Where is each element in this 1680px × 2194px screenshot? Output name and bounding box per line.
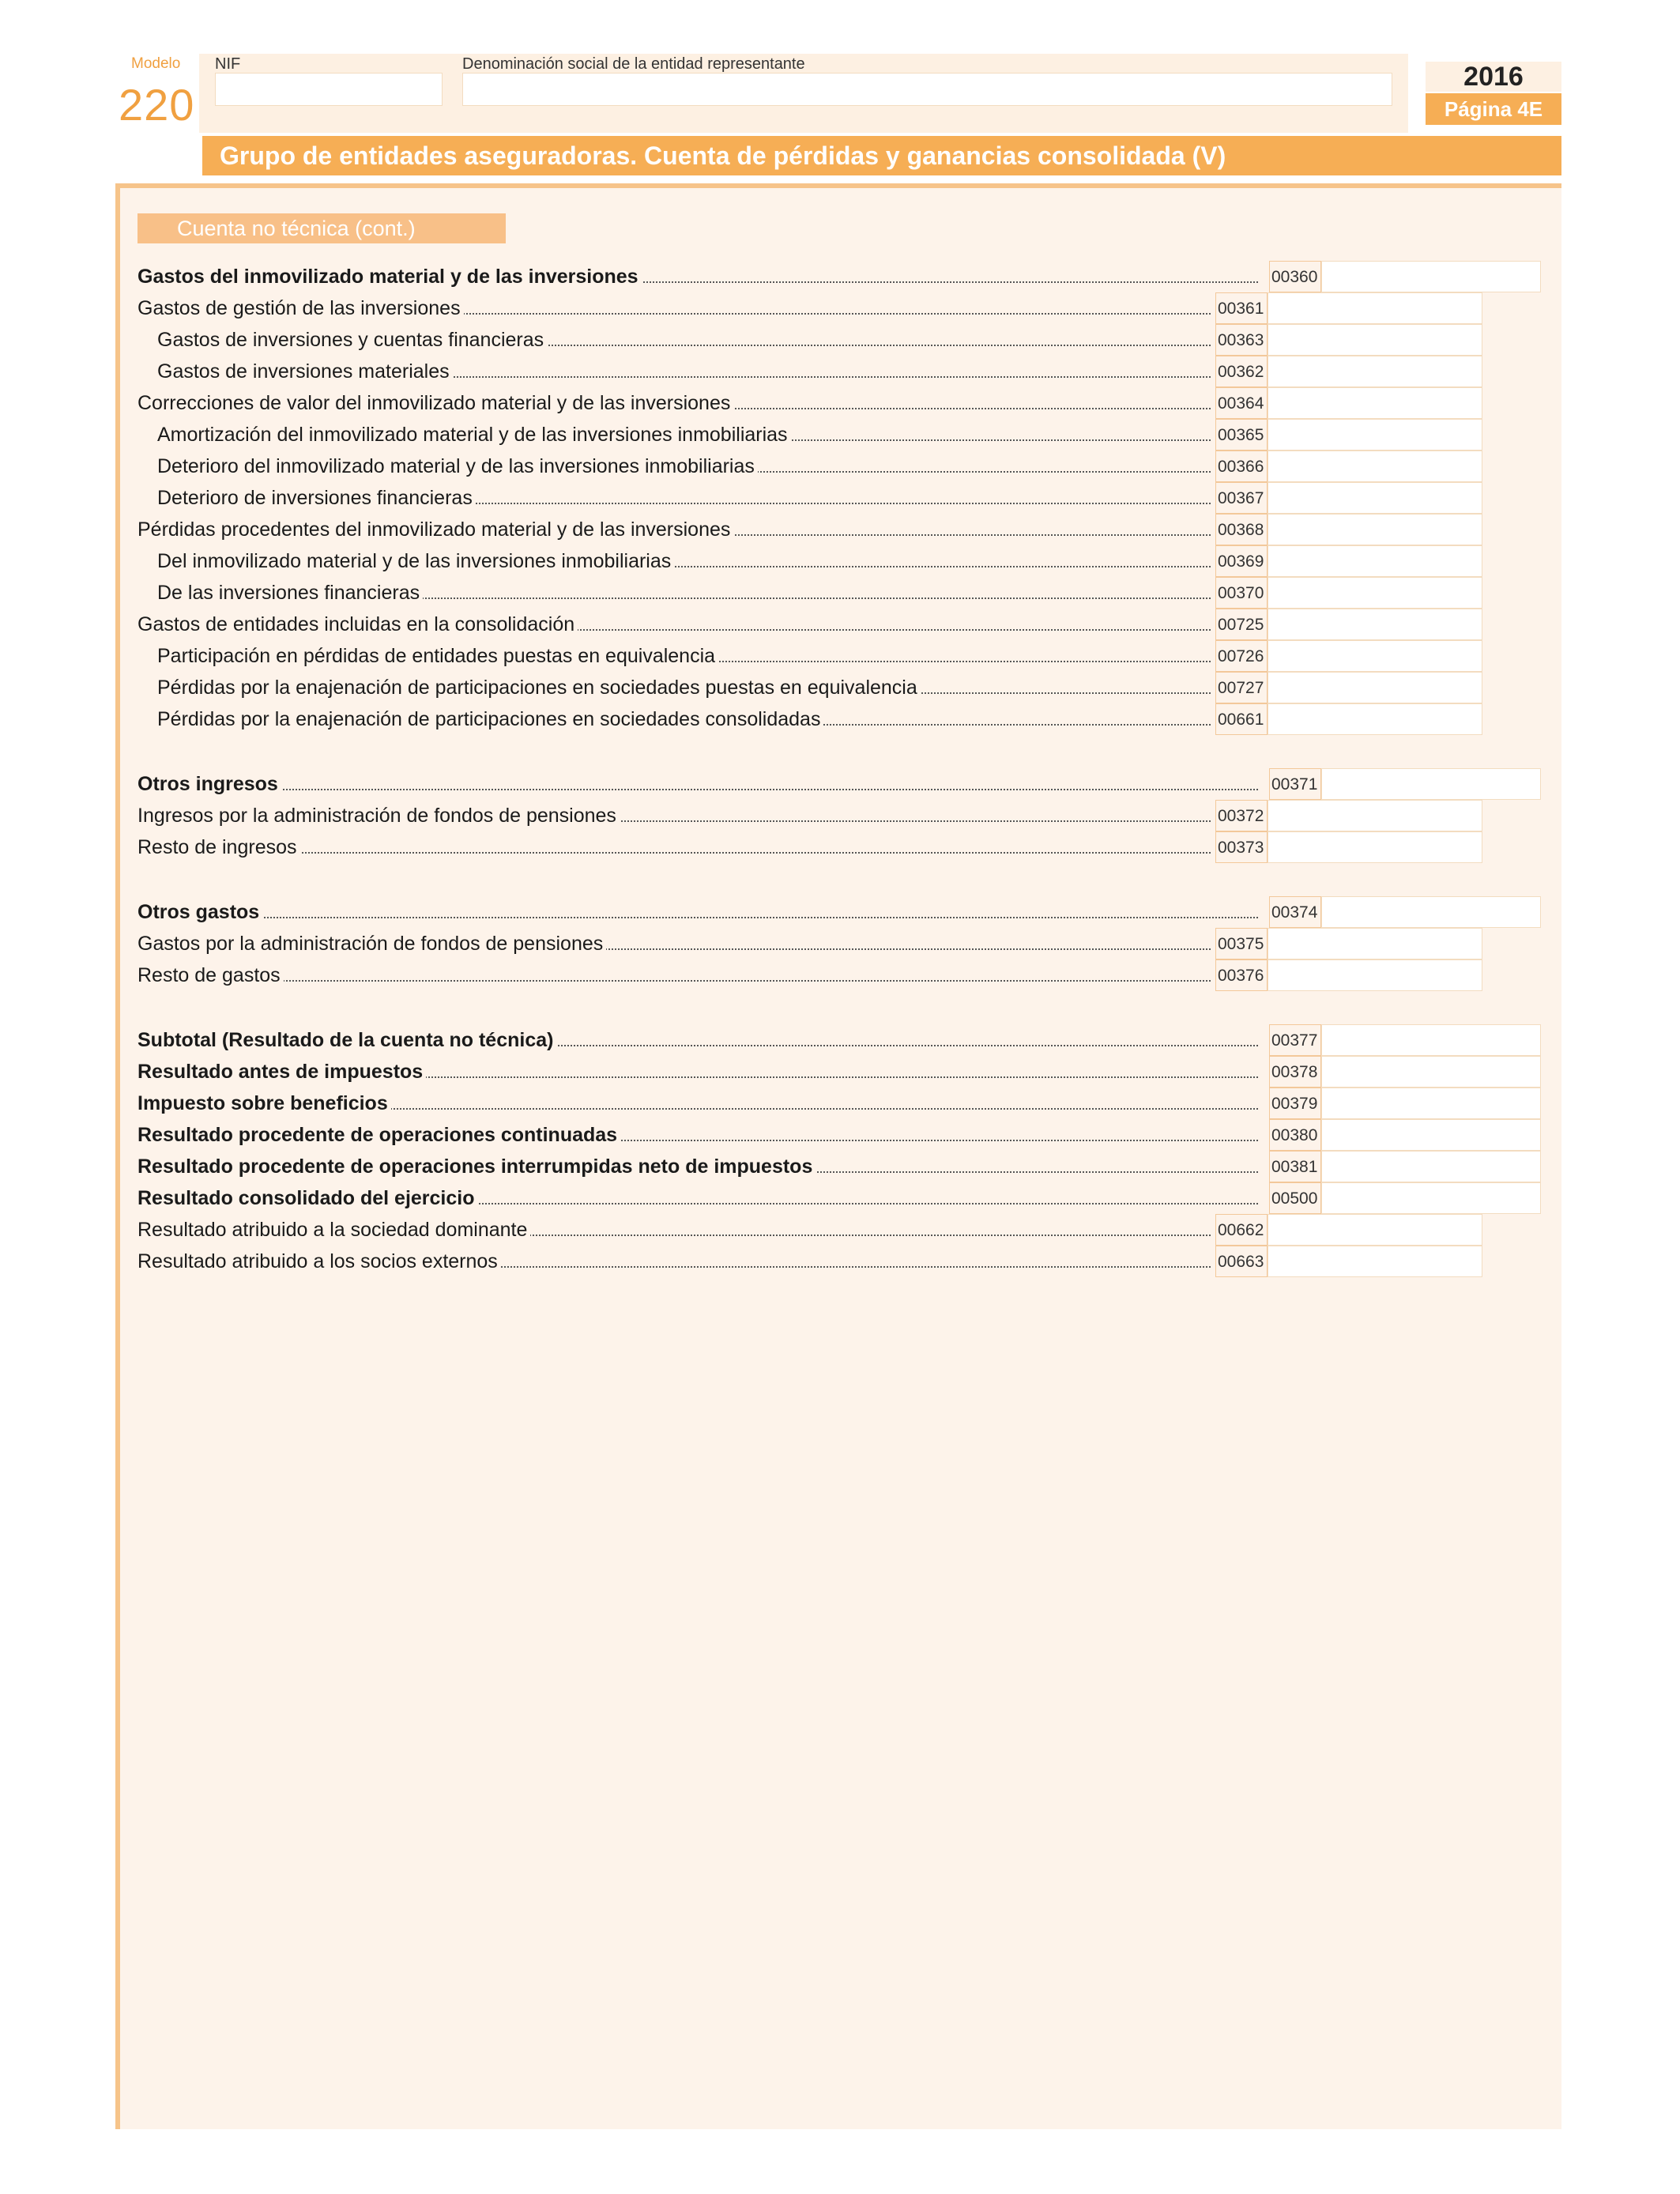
row-label (137, 1249, 1211, 1274)
box-code: 00381 (1269, 1151, 1321, 1182)
box-code: 00361 (1215, 292, 1268, 324)
amount-field[interactable] (1321, 1088, 1541, 1119)
nif-field[interactable] (215, 73, 443, 106)
amount-field[interactable] (1268, 324, 1482, 356)
amount-field[interactable] (1321, 1119, 1541, 1151)
amount-field[interactable] (1268, 959, 1482, 991)
row-label-text: Resto de ingresos (137, 836, 300, 858)
amount-field[interactable] (1268, 545, 1482, 577)
row-label (137, 580, 1211, 605)
row-label-text: Pérdidas procedentes del inmovilizado material y de las inversiones (137, 518, 733, 541)
box-code: 00363 (1215, 324, 1268, 356)
row-label-text: Pérdidas por la enajenación de participaciones en sociedades puestas en equivalencia (137, 677, 921, 699)
amount-field[interactable] (1268, 703, 1482, 735)
amount-field[interactable] (1268, 577, 1482, 609)
row-label-text: Impuesto sobre beneficios (137, 1092, 391, 1114)
row-label (137, 931, 1211, 956)
amount-field[interactable] (1268, 928, 1482, 959)
row-label (137, 454, 1211, 479)
row-label (137, 517, 1211, 542)
row-label-text: Resultado procedente de operaciones continuadas (137, 1124, 620, 1146)
leader-dots (137, 789, 1258, 790)
box-code: 00374 (1269, 896, 1321, 928)
amount-field[interactable] (1268, 482, 1482, 514)
amount-field[interactable] (1268, 450, 1482, 482)
box-code: 00372 (1215, 800, 1268, 831)
amount-field[interactable] (1268, 640, 1482, 672)
amount-field[interactable] (1268, 800, 1482, 831)
box-code: 00662 (1215, 1214, 1268, 1246)
denominacion-field[interactable] (462, 73, 1392, 106)
amount-field[interactable] (1268, 356, 1482, 387)
row-label (137, 1217, 1211, 1242)
box-code: 00661 (1215, 703, 1268, 735)
row-label-text: Resultado consolidado del ejercicio (137, 1187, 478, 1209)
box-code: 00367 (1215, 482, 1268, 514)
row-label-text: Gastos de inversiones materiales (137, 360, 453, 383)
row-label-text: Gastos por la administración de fondos de pensiones (137, 933, 606, 955)
row-label (137, 643, 1211, 669)
box-code: 00376 (1215, 959, 1268, 991)
row-label (137, 963, 1211, 988)
amount-field[interactable] (1268, 831, 1482, 863)
box-code: 00366 (1215, 450, 1268, 482)
row-label-text: De las inversiones financieras (137, 582, 423, 604)
page-title: Grupo de entidades aseguradoras. Cuenta de pérdidas y ganancias consolidada (V) (202, 136, 1561, 175)
row-label-text: Pérdidas por la enajenación de participaciones en sociedades consolidadas (137, 708, 823, 730)
row-label-text: Otros gastos (137, 901, 262, 923)
amount-field[interactable] (1321, 1024, 1541, 1056)
box-code: 00360 (1269, 261, 1321, 292)
row-label (137, 1059, 1258, 1084)
amount-field[interactable] (1321, 896, 1541, 928)
box-code: 00370 (1215, 577, 1268, 609)
box-code: 00727 (1215, 672, 1268, 703)
row-label (137, 1027, 1258, 1053)
row-label (137, 707, 1211, 732)
row-label-text: Gastos de gestión de las inversiones (137, 297, 464, 319)
row-label (137, 359, 1211, 384)
row-label (137, 803, 1211, 828)
row-label-text: Resultado antes de impuestos (137, 1061, 426, 1083)
row-label-text: Otros ingresos (137, 773, 281, 795)
row-label-text: Resto de gastos (137, 964, 284, 986)
box-code: 00364 (1215, 387, 1268, 419)
section-tab: Cuenta no técnica (cont.) (137, 213, 506, 243)
row-label-text: Del inmovilizado material y de las inversiones inmobiliarias (137, 550, 674, 572)
denominacion-label: Denominación social de la entidad representante (462, 55, 805, 73)
row-label (137, 296, 1211, 321)
amount-field[interactable] (1321, 1182, 1541, 1214)
row-label-text: Ingresos por la administración de fondos de pensiones (137, 805, 620, 827)
row-label-text: Resultado atribuido a los socios externos (137, 1250, 501, 1272)
amount-field[interactable] (1268, 514, 1482, 545)
amount-field[interactable] (1268, 1214, 1482, 1246)
box-code: 00362 (1215, 356, 1268, 387)
row-label (137, 675, 1211, 700)
row-label (137, 612, 1211, 637)
row-label-text: Subtotal (Resultado de la cuenta no técnica) (137, 1029, 556, 1051)
box-code: 00726 (1215, 640, 1268, 672)
row-label (137, 327, 1211, 352)
row-label-text: Deterioro del inmovilizado material y de las inversiones inmobiliarias (137, 455, 758, 477)
row-label-text: Gastos de entidades incluidas en la consolidación (137, 613, 578, 635)
amount-field[interactable] (1321, 1151, 1541, 1182)
row-label (137, 264, 1258, 289)
amount-field[interactable] (1268, 1246, 1482, 1277)
modelo-label: Modelo (131, 55, 181, 72)
row-label-text: Resultado atribuido a la sociedad dominante (137, 1219, 530, 1241)
amount-field[interactable] (1321, 261, 1541, 292)
row-label (137, 548, 1211, 574)
row-label-text: Amortización del inmovilizado material y de las inversiones inmobiliarias (137, 424, 791, 446)
row-label (137, 390, 1211, 416)
amount-field[interactable] (1268, 672, 1482, 703)
box-code: 00725 (1215, 609, 1268, 640)
nif-label: NIF (215, 55, 241, 73)
row-label-text: Gastos de inversiones y cuentas financieras (137, 329, 547, 351)
box-code: 00373 (1215, 831, 1268, 863)
row-label (137, 1091, 1258, 1116)
box-code: 00375 (1215, 928, 1268, 959)
modelo-number: 220 (119, 80, 195, 130)
box-code: 00380 (1269, 1119, 1321, 1151)
box-code: 00377 (1269, 1024, 1321, 1056)
row-label (137, 1154, 1258, 1179)
box-code: 00368 (1215, 514, 1268, 545)
leader-dots (137, 917, 1258, 918)
row-label-text: Resultado procedente de operaciones interrumpidas neto de impuestos (137, 1155, 816, 1178)
box-code: 00369 (1215, 545, 1268, 577)
row-label-text: Participación en pérdidas de entidades puestas en equivalencia (137, 645, 718, 667)
row-label (137, 1122, 1258, 1148)
box-code: 00378 (1269, 1056, 1321, 1088)
page-badge: Página 4E (1426, 93, 1561, 125)
leader-dots (137, 980, 1211, 982)
amount-field[interactable] (1268, 419, 1482, 450)
amount-field[interactable] (1268, 292, 1482, 324)
box-code: 00663 (1215, 1246, 1268, 1277)
row-label (137, 771, 1258, 797)
row-label-text: Deterioro de inversiones financieras (137, 487, 476, 509)
amount-field[interactable] (1268, 609, 1482, 640)
row-label-text: Correcciones de valor del inmovilizado material y de las inversiones (137, 392, 733, 414)
amount-field[interactable] (1321, 768, 1541, 800)
row-label (137, 899, 1258, 925)
row-label (137, 485, 1211, 511)
row-label (137, 835, 1211, 860)
amount-field[interactable] (1268, 387, 1482, 419)
row-label (137, 1186, 1258, 1211)
year-badge: 2016 (1426, 62, 1561, 92)
box-code: 00365 (1215, 419, 1268, 450)
row-label (137, 422, 1211, 447)
amount-field[interactable] (1321, 1056, 1541, 1088)
box-code: 00500 (1269, 1182, 1321, 1214)
row-label-text: Gastos del inmovilizado material y de las inversiones (137, 266, 642, 288)
box-code: 00371 (1269, 768, 1321, 800)
box-code: 00379 (1269, 1088, 1321, 1119)
